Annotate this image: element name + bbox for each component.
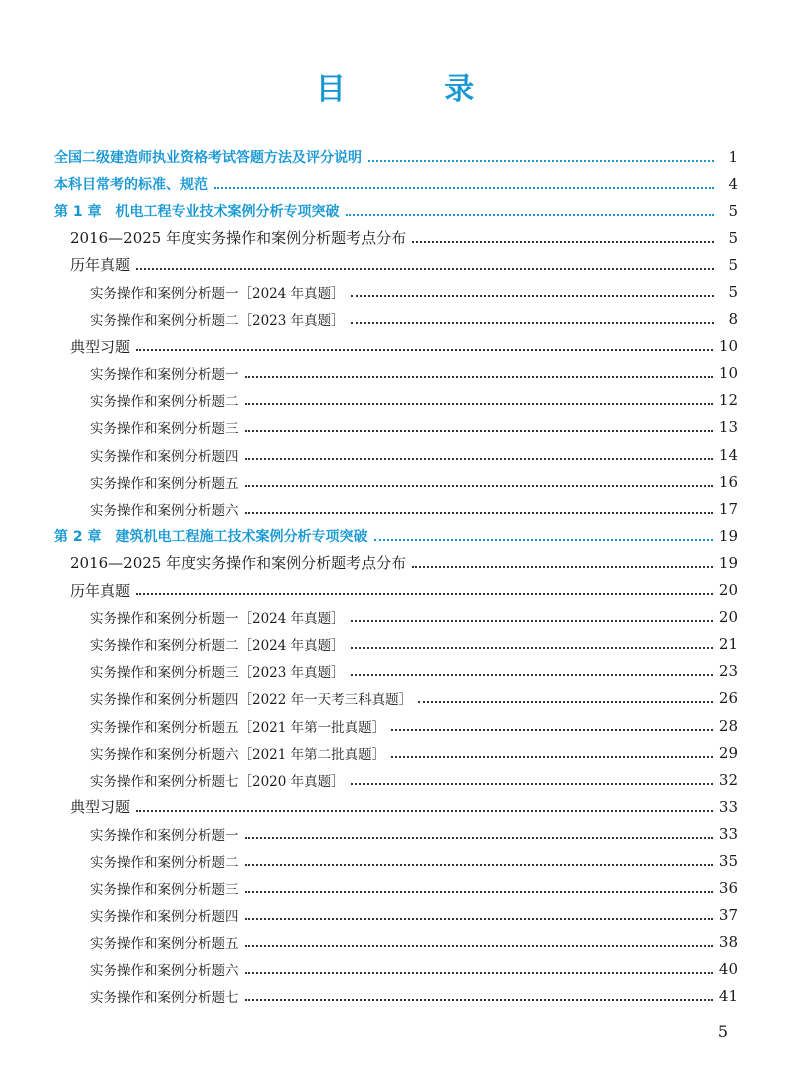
toc-entry-text: 实务操作和案例分析题五: [90, 936, 239, 953]
toc-dot-leader: [245, 833, 713, 839]
toc-subsection-entry[interactable]: [0, 766, 790, 793]
toc-page-number: 5: [728, 228, 738, 247]
toc-dot-leader: [245, 372, 713, 378]
toc-section-entry[interactable]: [0, 549, 790, 576]
toc-entry-text: 实务操作和案例分析题五［2021 年第一批真题］: [90, 719, 386, 736]
page-number: 5: [717, 1022, 728, 1041]
toc-entry-text: 全国二级建造师执业资格考试答题方法及评分说明: [54, 149, 362, 166]
toc-entry-label: [70, 254, 130, 275]
toc-dot-leader: [351, 643, 713, 649]
toc-entry-text: 实务操作和案例分析题二［2023 年真题］: [90, 313, 345, 330]
toc-entry-text: 机电工程专业技术案例分析专项突破: [115, 203, 340, 220]
toc-page-number: 1: [728, 147, 738, 166]
toc-dot-leader: [245, 508, 713, 514]
toc-subsection-entry[interactable]: [0, 712, 790, 739]
toc-chapter-entry[interactable]: [0, 197, 790, 224]
toc-entry-label: [90, 851, 239, 871]
toc-entry-label: [90, 716, 385, 736]
toc-page-number: 21: [718, 635, 738, 654]
toc-dot-leader: [245, 968, 713, 974]
toc-dot-leader: [136, 806, 713, 812]
toc-page-number: 5: [728, 283, 738, 302]
toc-entry-label: [90, 824, 239, 844]
toc-entry-label: [70, 580, 130, 601]
toc-dot-leader: [245, 887, 713, 893]
toc-chapter-entry[interactable]: [0, 522, 790, 549]
toc-subsection-entry[interactable]: [0, 604, 790, 631]
toc-entry-text: 实务操作和案例分析题四［2022 年一天考三科真题］: [90, 692, 413, 709]
toc-entry-label: [90, 878, 239, 898]
toc-page-number: 32: [718, 770, 738, 789]
toc-subsection-entry[interactable]: [0, 495, 790, 522]
toc-entry-label: [90, 363, 239, 383]
toc-entry-text: 实务操作和案例分析题五: [90, 475, 239, 492]
toc-section-entry[interactable]: [0, 224, 790, 251]
toc-page-number: 10: [718, 337, 738, 356]
toc-entry-label: [90, 417, 239, 437]
toc-entry-text: 实务操作和案例分析题三［2023 年真题］: [90, 665, 345, 682]
toc-entry-label: [70, 796, 130, 817]
toc-subsection-entry[interactable]: [0, 847, 790, 874]
toc-section-entry[interactable]: [0, 793, 790, 820]
toc-page-number: 17: [718, 499, 738, 518]
toc-page-number: 5: [728, 255, 738, 274]
toc-entry-text: 典型习题: [70, 337, 131, 356]
toc-dot-leader: [391, 752, 713, 758]
toc-dot-leader: [245, 914, 713, 920]
toc-subsection-entry[interactable]: [0, 685, 790, 712]
toc-section-entry[interactable]: [0, 333, 790, 360]
toc-subsection-entry[interactable]: [0, 278, 790, 305]
toc-entry-text: 历年真题: [70, 256, 131, 275]
toc-page-number: 13: [718, 418, 738, 437]
toc-page-number: 33: [718, 797, 738, 816]
toc-page-number: 29: [718, 743, 738, 762]
toc-entry-label: [90, 905, 239, 925]
toc-page-number: 40: [718, 960, 738, 979]
toc-subsection-entry[interactable]: [0, 468, 790, 495]
toc-dot-leader: [412, 562, 713, 568]
toc-subsection-entry[interactable]: [0, 929, 790, 956]
toc-entry-label: [70, 336, 130, 357]
toc-entry-text: 实务操作和案例分析题一［2024 年真题］: [90, 286, 345, 303]
toc-entry-label: [54, 174, 208, 194]
table-of-contents: [0, 143, 790, 1010]
toc-entry-text: 实务操作和案例分析题二［2024 年真题］: [90, 638, 345, 655]
toc-page-number: 28: [718, 716, 738, 735]
toc-dot-leader: [136, 345, 713, 351]
toc-dot-leader: [351, 670, 713, 676]
toc-entry-label: [90, 607, 345, 627]
toc-dot-leader: [351, 616, 713, 622]
toc-page-number: 14: [718, 445, 738, 464]
toc-entry-text: 实务操作和案例分析题二: [90, 394, 239, 411]
toc-entry-label: [90, 472, 239, 492]
toc-page-number: 41: [718, 987, 738, 1006]
toc-chapter-entry[interactable]: [0, 143, 790, 170]
toc-entry-label: [90, 770, 345, 790]
toc-page-number: 23: [718, 662, 738, 681]
toc-dot-leader: [351, 291, 714, 297]
toc-page-number: 19: [718, 526, 738, 545]
toc-dot-leader: [245, 454, 713, 460]
toc-chapter-number: 第 1 章: [54, 203, 102, 220]
toc-entry-text: 典型习题: [70, 798, 131, 817]
toc-dot-leader: [391, 725, 713, 731]
toc-entry-text: 实务操作和案例分析题一: [90, 367, 239, 384]
toc-subsection-entry[interactable]: [0, 739, 790, 766]
toc-dot-leader: [374, 535, 713, 541]
toc-dot-leader: [136, 589, 713, 595]
toc-entry-text: 实务操作和案例分析题四: [90, 909, 239, 926]
toc-dot-leader: [245, 860, 713, 866]
toc-dot-leader: [136, 264, 714, 270]
toc-entry-text: 实务操作和案例分析题七: [90, 990, 239, 1007]
toc-subsection-entry[interactable]: [0, 875, 790, 902]
toc-page-number: 12: [718, 391, 738, 410]
toc-entry-label: [90, 688, 412, 708]
toc-dot-leader: [245, 941, 713, 947]
toc-page-number: 10: [718, 364, 738, 383]
toc-entry-text: 本科目常考的标准、规范: [54, 176, 208, 193]
toc-page-number: 26: [718, 689, 738, 708]
toc-entry-label: [90, 634, 345, 654]
toc-page-number: 5: [728, 201, 738, 220]
toc-dot-leader: [245, 481, 713, 487]
toc-page-number: 20: [718, 581, 738, 600]
toc-entry-text: 2016—2025 年度实务操作和案例分析题考点分布: [70, 554, 407, 573]
toc-page-number: 36: [718, 879, 738, 898]
toc-page-number: 35: [718, 851, 738, 870]
toc-dot-leader: [418, 697, 713, 703]
toc-entry-text: 建筑机电工程施工技术案例分析专项突破: [115, 528, 368, 545]
toc-dot-leader: [214, 183, 714, 189]
toc-subsection-entry[interactable]: [0, 387, 790, 414]
toc-entry-label: [90, 309, 345, 329]
toc-entry-label: [90, 959, 239, 979]
toc-dot-leader: [368, 156, 714, 162]
toc-subsection-entry[interactable]: [0, 441, 790, 468]
toc-subsection-entry[interactable]: [0, 414, 790, 441]
toc-page-number: 4: [728, 174, 738, 193]
toc-subsection-entry[interactable]: [0, 658, 790, 685]
toc-entry-text: 实务操作和案例分析题六［2021 年第二批真题］: [90, 746, 386, 763]
toc-page-number: 8: [728, 310, 738, 329]
toc-entry-text: 实务操作和案例分析题六: [90, 502, 239, 519]
toc-entry-label: [90, 390, 239, 410]
toc-subsection-entry[interactable]: [0, 306, 790, 333]
toc-page-number: 38: [718, 933, 738, 952]
toc-section-entry[interactable]: [0, 577, 790, 604]
toc-entry-text: 实务操作和案例分析题七［2020 年真题］: [90, 773, 345, 790]
toc-page-number: 37: [718, 906, 738, 925]
toc-chapter-entry[interactable]: [0, 170, 790, 197]
toc-page-number: 33: [718, 824, 738, 843]
toc-subsection-entry[interactable]: [0, 360, 790, 387]
toc-entry-label: [90, 282, 345, 302]
toc-entry-label: [90, 661, 345, 681]
toc-entry-text: 实务操作和案例分析题二: [90, 854, 239, 871]
page-title: 目 录: [315, 72, 519, 107]
toc-entry-label: [54, 526, 368, 546]
toc-dot-leader: [346, 210, 715, 216]
toc-dot-leader: [412, 237, 714, 243]
toc-page-number: 19: [718, 553, 738, 572]
toc-entry-text: 历年真题: [70, 581, 131, 600]
toc-entry-text: 实务操作和案例分析题一［2024 年真题］: [90, 611, 345, 628]
toc-subsection-entry[interactable]: [0, 902, 790, 929]
toc-entry-label: [90, 932, 239, 952]
toc-subsection-entry[interactable]: [0, 820, 790, 847]
toc-entry-label: [90, 986, 239, 1006]
toc-chapter-number: 第 2 章: [54, 528, 102, 545]
toc-entry-label: [54, 147, 362, 167]
toc-entry-label: [54, 201, 340, 221]
toc-dot-leader: [245, 399, 713, 405]
toc-section-entry[interactable]: [0, 251, 790, 278]
toc-entry-text: 实务操作和案例分析题三: [90, 421, 239, 438]
toc-entry-text: 实务操作和案例分析题四: [90, 448, 239, 465]
toc-subsection-entry[interactable]: [0, 956, 790, 983]
toc-dot-leader: [351, 779, 713, 785]
toc-page-number: 20: [718, 608, 738, 627]
toc-entry-label: [70, 552, 406, 573]
toc-page-number: 16: [718, 472, 738, 491]
toc-entry-text: 实务操作和案例分析题一: [90, 827, 239, 844]
toc-entry-label: [90, 499, 239, 519]
toc-entry-text: 实务操作和案例分析题三: [90, 882, 239, 899]
toc-dot-leader: [245, 995, 713, 1001]
toc-entry-label: [90, 445, 239, 465]
toc-entry-text: 2016—2025 年度实务操作和案例分析题考点分布: [70, 229, 407, 248]
toc-entry-label: [70, 227, 406, 248]
toc-dot-leader: [245, 426, 713, 432]
toc-subsection-entry[interactable]: [0, 983, 790, 1010]
toc-entry-label: [90, 743, 385, 763]
toc-entry-text: 实务操作和案例分析题六: [90, 963, 239, 980]
toc-dot-leader: [351, 318, 714, 324]
toc-subsection-entry[interactable]: [0, 631, 790, 658]
